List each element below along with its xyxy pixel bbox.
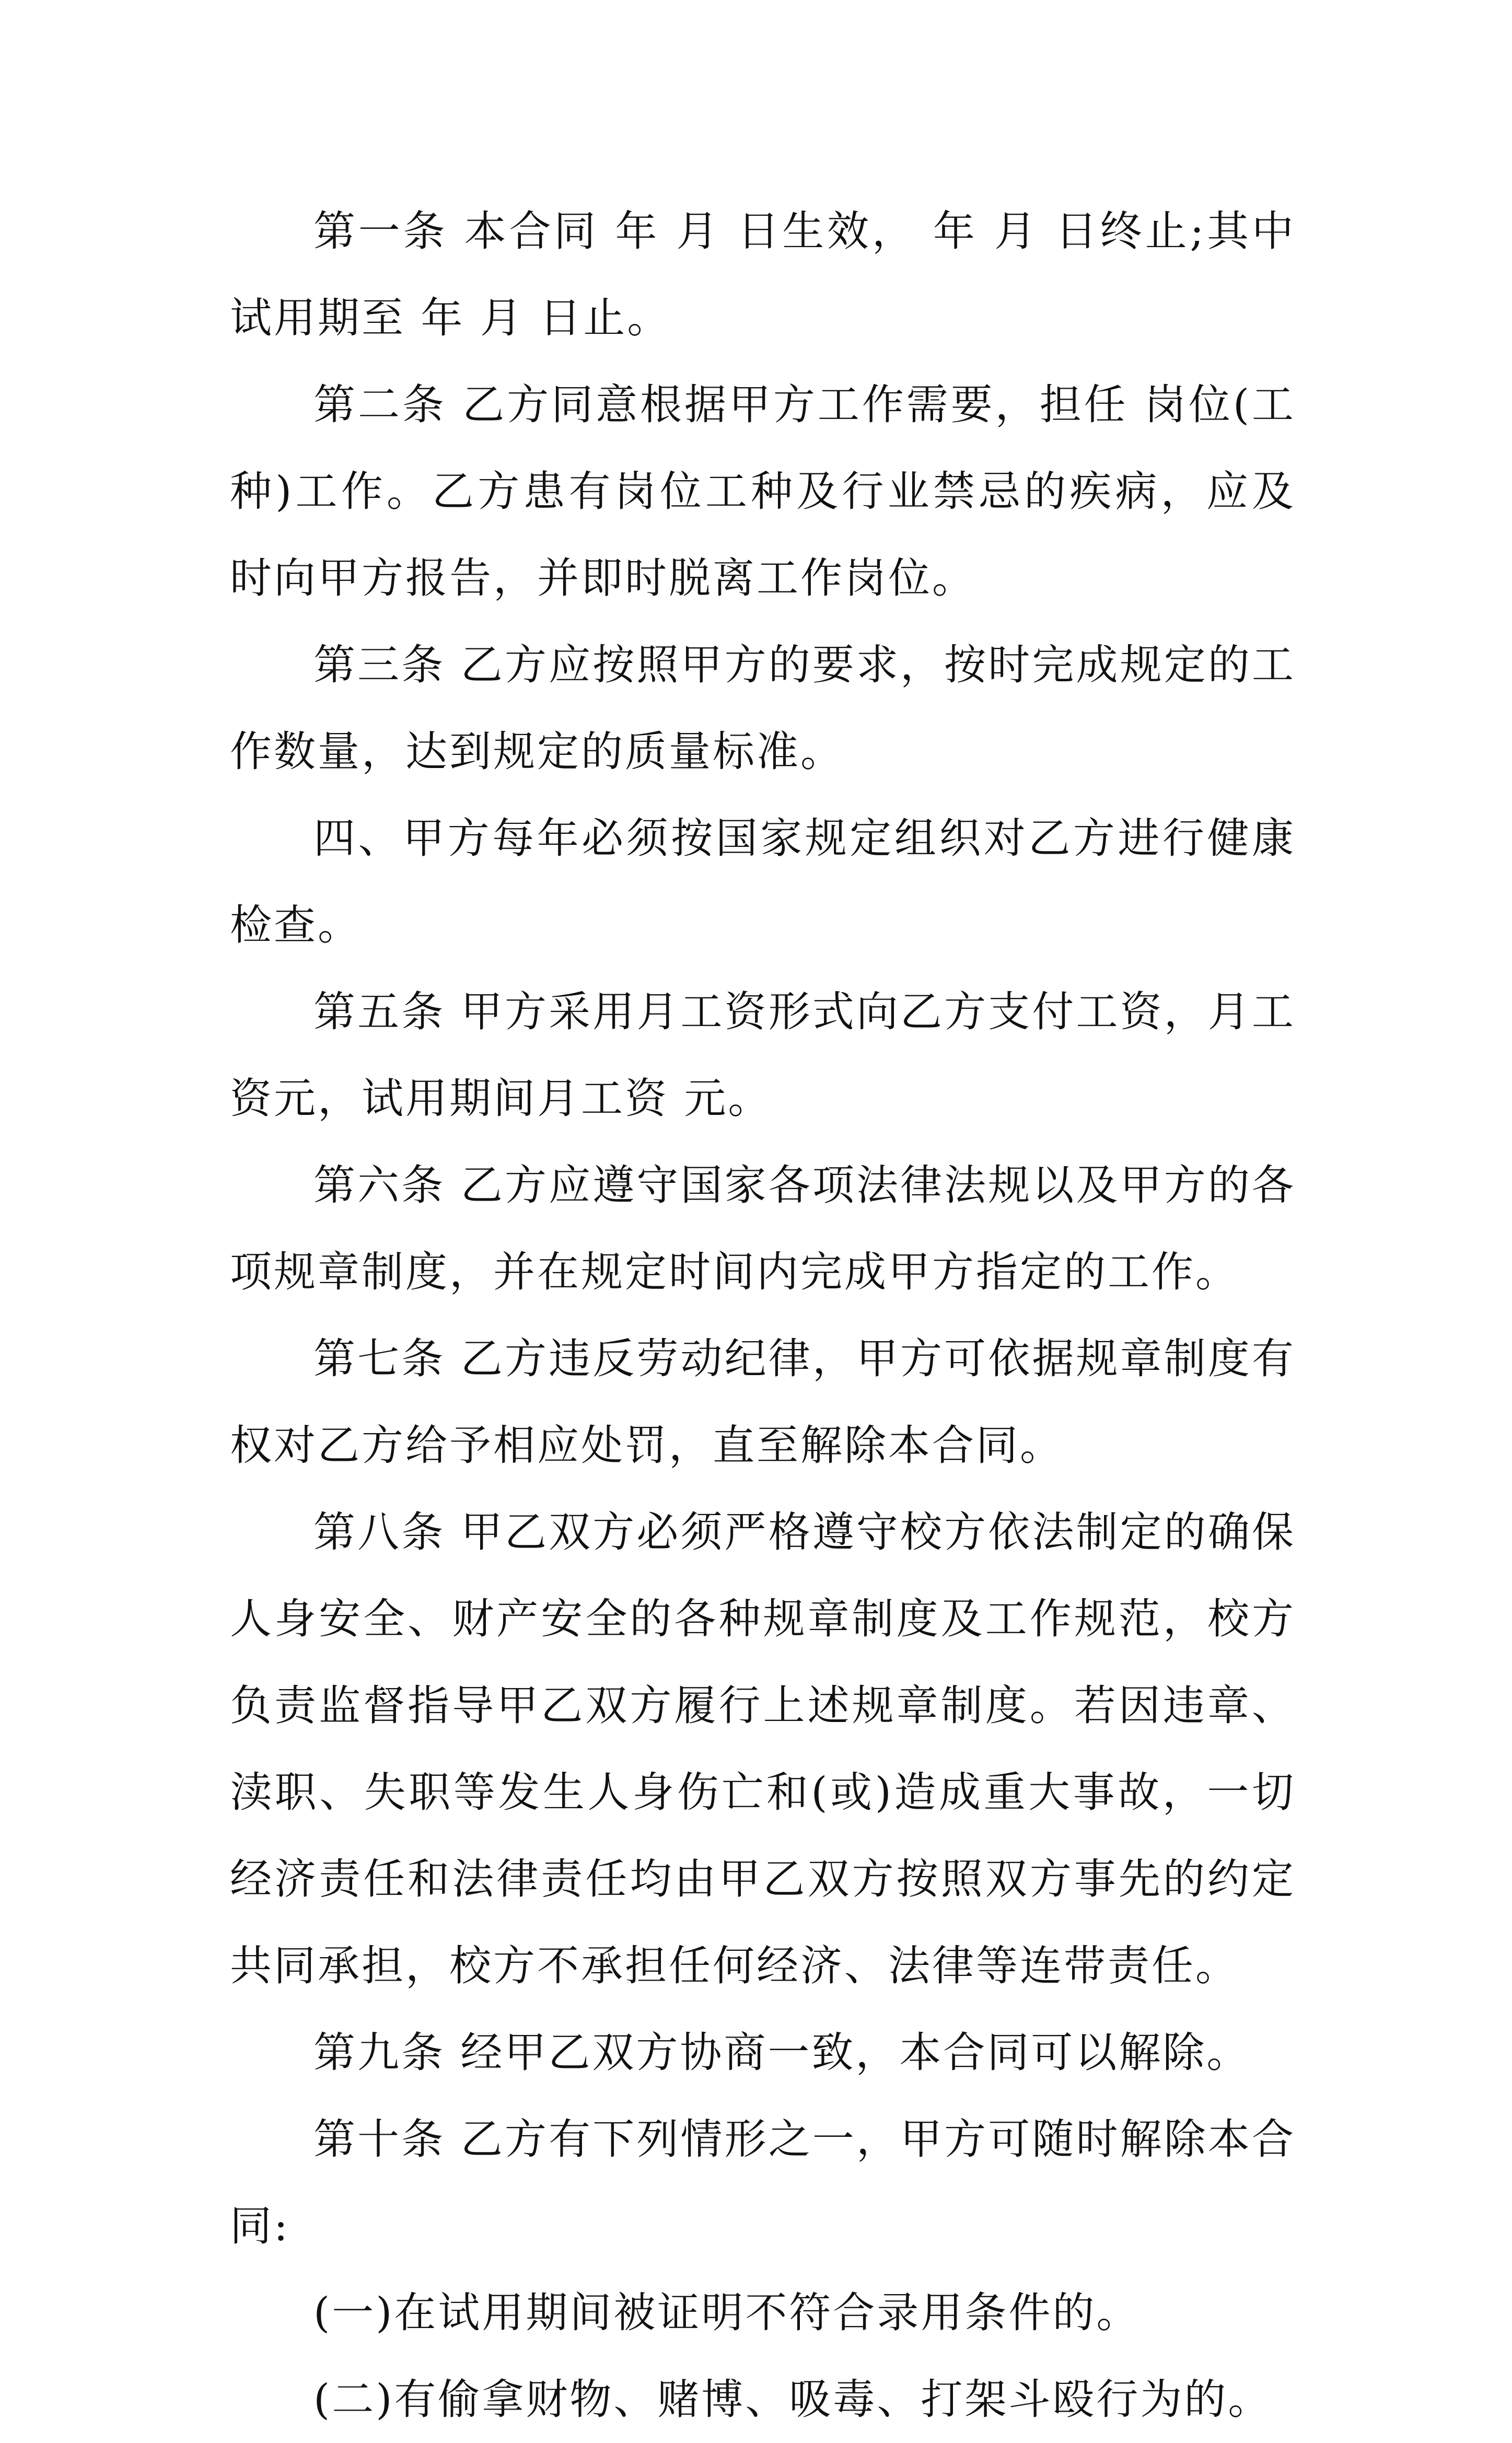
clause-10-item-2: (二)有偷拿财物、赌博、吸毒、打架斗殴行为的。 <box>313 2375 1272 2424</box>
clause-5: 第五条 甲方采用月工资形式向乙方支付工资，月工资元，试用期间月工资 元。 <box>230 987 1296 1123</box>
clause-9: 第九条 经甲乙双方协商一致，本合同可以解除。 <box>313 2028 1251 2077</box>
clause-4: 四、甲方每年必须按国家规定组织对乙方进行健康检查。 <box>230 814 1296 949</box>
clause-7: 第七条 乙方违反劳动纪律，甲方可依据规章制度有权对乙方给予相应处罚，直至解除本合同。 <box>230 1334 1296 1470</box>
clause-8: 第八条 甲乙双方必须严格遵守校方依法制定的确保人身安全、财产安全的各种规章制度及工作规范，校方负责监督指导甲乙双方履行上述规章制度。若因违章、渎职、失职等发生人身伤亡和(或)造成重大事故，一切经济责任和法律责任均由甲乙双方按照双方事先的约定共同承担，校方不承担任何经济、法律等连带责任。 <box>230 1508 1296 1990</box>
clause-10: 第十条 乙方有下列情形之一，甲方可随时解除本合同: <box>230 2115 1296 2250</box>
clause-6: 第六条 乙方应遵守国家各项法律法规以及甲方的各项规章制度，并在规定时间内完成甲方指定的工作。 <box>230 1161 1296 1296</box>
clause-2: 第二条 乙方同意根据甲方工作需要，担任 岗位(工种)工作。乙方患有岗位工种及行业禁忌的疾病，应及时向甲方报告，并即时脱离工作岗位。 <box>230 380 1296 602</box>
clause-1: 第一条 本合同 年 月 日生效， 年 月 日终止;其中试用期至 年 月 日止。 <box>230 207 1296 342</box>
clause-10-item-1: (一)在试用期间被证明不符合录用条件的。 <box>313 2288 1141 2337</box>
contract-body <box>230 188 1296 2443</box>
clause-3: 第三条 乙方应按照甲方的要求，按时完成规定的工作数量，达到规定的质量标准。 <box>230 641 1296 776</box>
